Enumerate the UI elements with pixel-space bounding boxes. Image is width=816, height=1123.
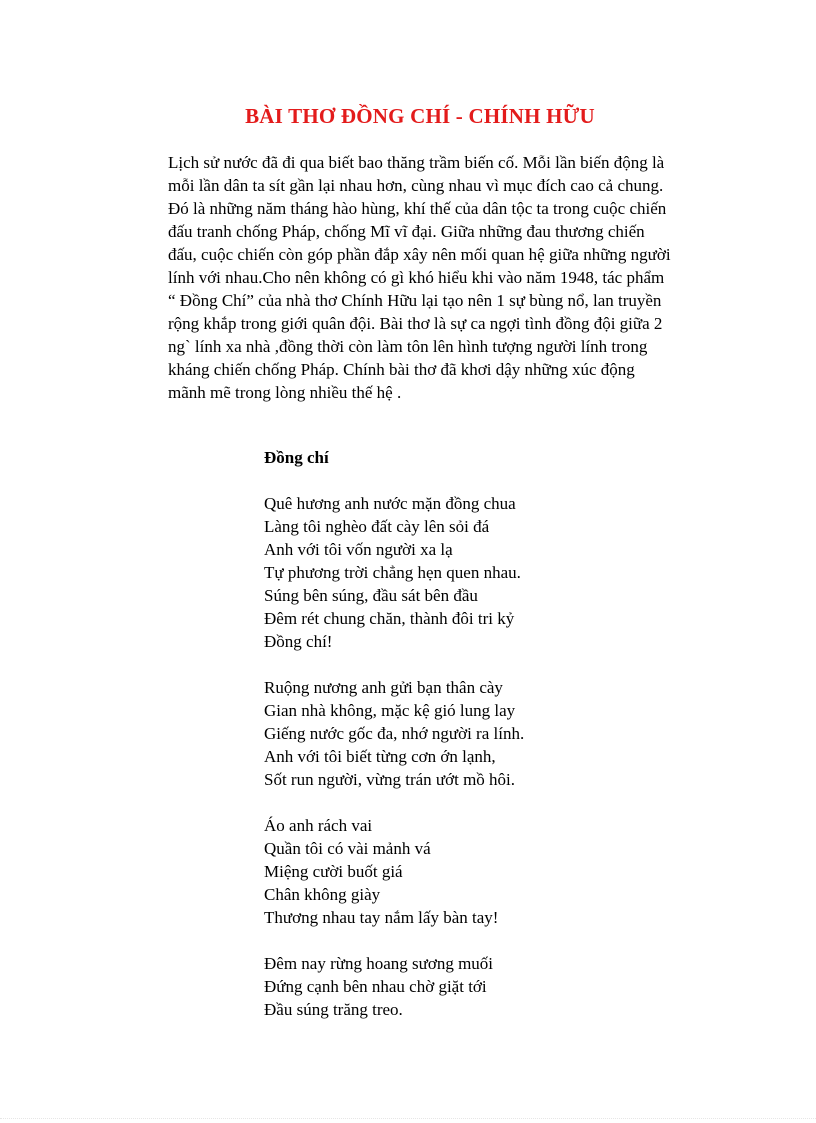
poem-line: Sốt run người, vừng trán ướt mồ hôi.	[264, 770, 516, 789]
poem-line: Anh với tôi vốn người xa lạ	[264, 540, 453, 559]
poem-line: Tự phương trời chẳng hẹn quen nhau.	[264, 563, 521, 582]
poem-line: Quần tôi có vài mảnh vá	[264, 839, 431, 858]
poem-line: Miệng cười buốt giá	[264, 862, 403, 881]
poem-line: Áo anh rách vai	[264, 816, 373, 835]
poem-line: Thương nhau tay nắm lấy bàn tay!	[264, 908, 499, 927]
intro-paragraph: Lịch sử nước đã đi qua biết bao thăng trầm biến cố. Mỗi lần biến động là mỗi lần dân ta sít gần lại nhau hơn, cùng nhau vì mục đích cao cả chung. Đó là những năm tháng hào hùng, khí thế của dân tộc ta trong cuộc chiến đấu tranh chống Pháp, chống Mĩ vĩ đại. Giữa những đau thương chiến đấu, cuộc chiến còn góp phần đắp xây nên mối quan hệ giữa những người lính với nhau.Cho nên không có gì khó hiểu khi vào năm 1948, tác phẩm “ Đồng Chí” của nhà thơ Chính Hữu lại tạo nên 1 sự bùng nổ, lan truyền rộng khắp trong giới quân đội. Bài thơ là sự ca ngợi tình đồng đội giữa 2 ng` lính xa nhà ,đồng thời còn làm tôn lên hình tượng người lính trong kháng chiến chống Pháp. Chính bài thơ đã khơi dậy những xúc động mãnh mẽ trong lòng nhiều thế hệ .	[168, 153, 671, 402]
poem-line: Chân không giày	[264, 885, 381, 904]
poem-line: Ruộng nương anh gửi bạn thân cày	[264, 678, 503, 697]
poem-line: Đêm rét chung chăn, thành đôi tri kỷ	[264, 609, 515, 628]
poem-line: Đêm nay rừng hoang sương muối	[264, 954, 494, 973]
poem-line: Quê hương anh nước mặn đồng chua	[264, 494, 516, 513]
poem-line: Súng bên súng, đầu sát bên đầu	[264, 586, 478, 605]
poem-line: Gian nhà không, mặc kệ gió lung lay	[264, 701, 516, 720]
poem-title: Đồng chí	[264, 448, 329, 467]
poem-line: Đứng cạnh bên nhau chờ giặt tới	[264, 977, 487, 996]
poem-stanza-1	[264, 492, 684, 653]
poem-line: Giếng nước gốc đa, nhớ người ra lính.	[264, 724, 525, 743]
poem-line: Đầu súng trăng treo.	[264, 1000, 403, 1019]
poem-stanza-3	[264, 814, 684, 929]
poem-line: Làng tôi nghèo đất cày lên sỏi đá	[264, 517, 490, 536]
document-title: BÀI THƠ ĐỒNG CHÍ - CHÍNH HỮU	[245, 104, 595, 128]
poem-stanza-2	[264, 676, 684, 791]
poem-stanza-4	[264, 952, 684, 1021]
poem-line: Anh với tôi biết từng cơn ớn lạnh,	[264, 747, 496, 766]
poem-line: Đồng chí!	[264, 632, 333, 651]
page-bottom-border	[0, 1118, 816, 1119]
poem	[264, 446, 684, 1044]
